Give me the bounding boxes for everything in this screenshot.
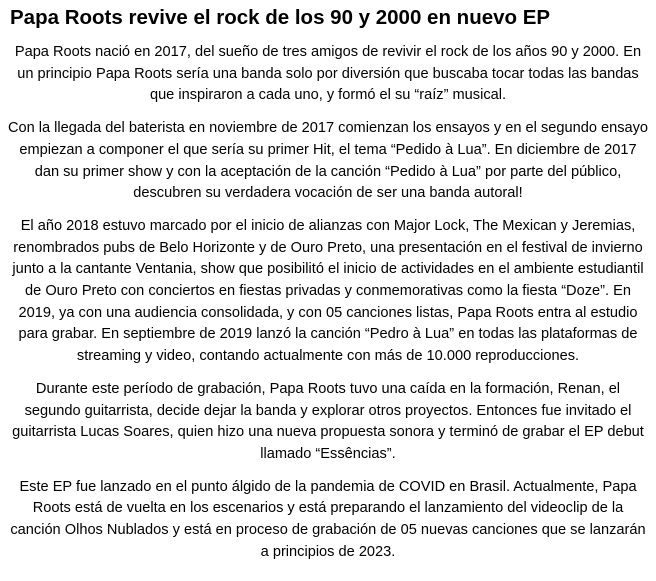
article-paragraph-1: Papa Roots nació en 2017, del sueño de tres amigos de revivir el rock de los años 90 y 2000. En un principio Papa Roots sería una banda solo por diversión que buscaba tocar todas las bandas que inspiraron a cada uno, y formó el su “raíz” musical.: [14, 44, 642, 104]
article-paragraph-4: Durante este período de grabación, Papa Roots tuvo una caída en la formación, Renan, el segundo guitarrista, decide dejar la banda y explorar otros proyectos. Entonces fue invitado el guitarrista Lucas Soares, quien hizo una nueva propuesta sonora y terminó de grabar el EP debut llamado “Essências”.: [12, 380, 644, 462]
article-paragraph-3: El año 2018 estuvo marcado por el inicio de alianzas con Major Lock, The Mexican y Jeremias, renombrados pubs de Belo Horizonte y de Ouro Preto, una presentación en el festival de invierno junto a la cantante Ventania, show que posibilitó el inicio de actividades en el ambiente estudiantil de Ouro Preto con conciertos en fiestas privadas y conmemorativas como la fiesta “Doze”. En 2019, ya con una audiencia consolidada, y con 05 canciones listas, Papa Roots entra al estudio para grabar. En septiembre de 2019 lanzó la canción “Pedro à Lua” en todas las plataformas de streaming y video, contando actualmente con más de 10.000 reproducciones.: [12, 217, 644, 365]
article-paragraph-2: Con la llegada del baterista en noviembre de 2017 comienzan los ensayos y en el segundo ensayo empiezan a componer el que sería su primer Hit, el tema “Pedido à Lua”. En diciembre de 2017 dan su primer show y con la aceptación de la canción “Pedido à Lua” por parte del público, descubren su verdadera vocación de ser una banda autoral!: [7, 120, 649, 202]
article-title: Papa Roots revive el rock de los 90 y 2000 en nuevo EP: [10, 6, 551, 29]
article-paragraph-5: Este EP fue lanzado en el punto álgido de la pandemia de COVID en Brasil. Actualmente, Papa Roots está de vuelta en los escenarios y está preparando el lanzamiento del videoclip de la canción Olhos Nublados y está en proceso de grabación de 05 nuevas canciones que se lanzarán a principios de 2023.: [10, 478, 646, 560]
